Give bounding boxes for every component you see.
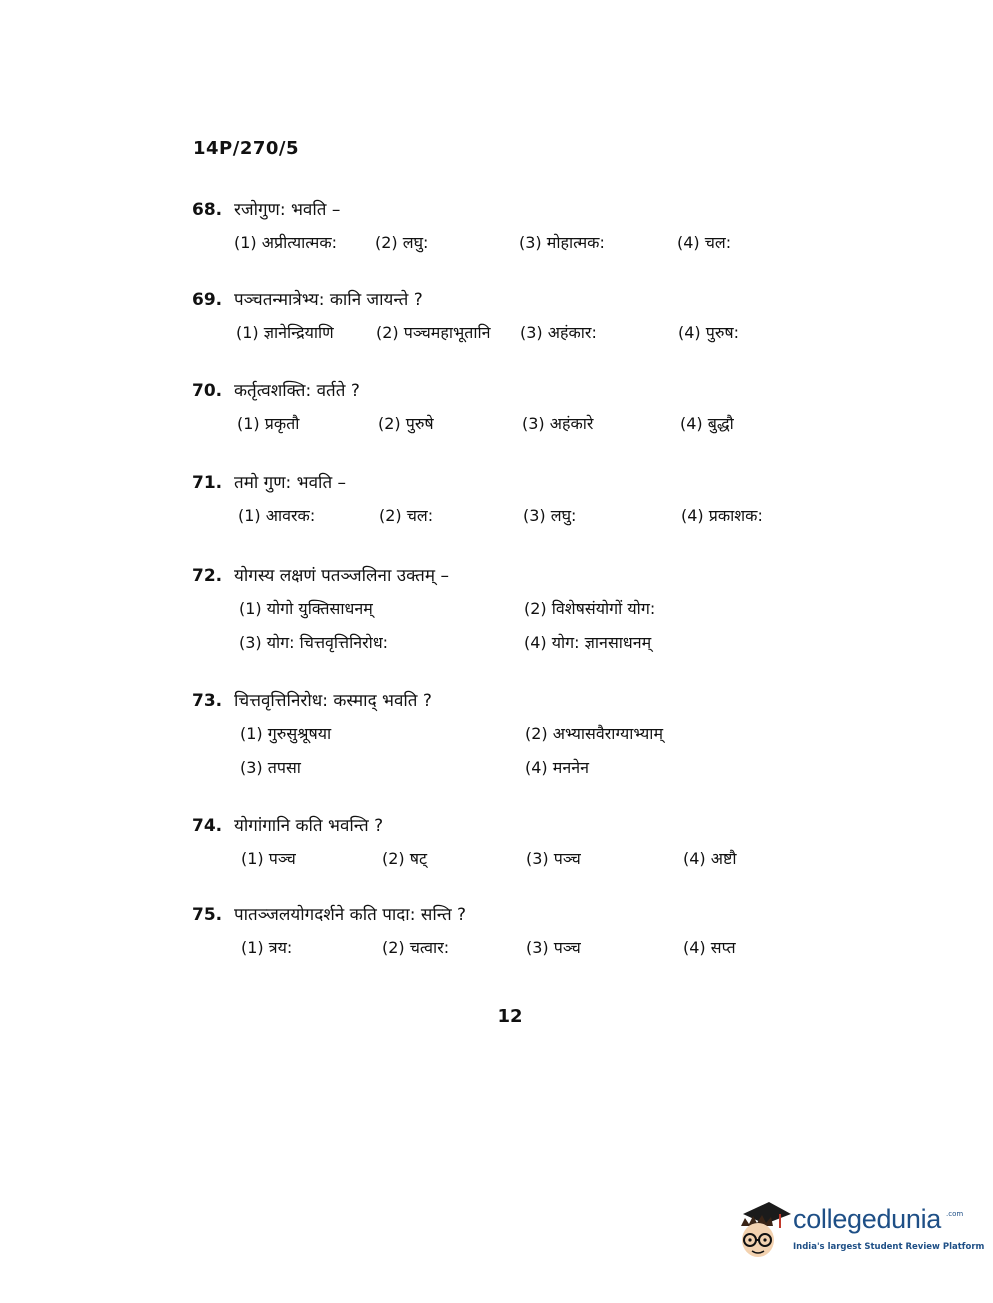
option-2: (2) पञ्चमहाभूतानि <box>376 323 491 342</box>
question-number: 73. <box>192 691 223 711</box>
logo-tagline: India's largest Student Review Platform <box>793 1242 985 1252</box>
option-2: (2) चल: <box>379 506 434 525</box>
page-number: 12 <box>497 1006 523 1027</box>
question-70 <box>192 378 812 440</box>
option-1: (1) गुरुसुश्रूषया <box>240 724 332 743</box>
question-text: रजोगुण: भवति – <box>234 200 341 220</box>
option-2: (2) चत्वार: <box>382 938 450 957</box>
question-75 <box>192 902 812 964</box>
question-text: तमो गुण: भवति – <box>234 473 347 493</box>
question-number: 72. <box>192 566 223 586</box>
question-text: योगांगानि कति भवन्ति ? <box>234 816 384 836</box>
question-73 <box>192 688 812 784</box>
mascot-icon <box>735 1196 795 1266</box>
collegedunia-logo <box>735 1196 985 1266</box>
option-2: (2) लघु: <box>375 233 429 252</box>
question-69 <box>192 287 812 349</box>
question-72 <box>192 563 812 659</box>
question-71 <box>192 470 812 532</box>
option-1: (1) प्रकृतौ <box>237 414 300 433</box>
question-number: 69. <box>192 290 223 310</box>
option-4: (4) सप्त <box>683 938 736 957</box>
question-number: 70. <box>192 381 223 401</box>
question-74 <box>192 813 812 875</box>
logo-wordmark: collegedunia <box>793 1204 942 1234</box>
option-4: (4) बुद्धौ <box>680 414 734 433</box>
question-68 <box>192 197 812 259</box>
option-4: (4) योग: ज्ञानसाधनम् <box>524 633 652 652</box>
question-number: 68. <box>192 200 223 220</box>
option-3: (3) पञ्च <box>526 849 581 868</box>
question-number: 74. <box>192 816 223 836</box>
option-2: (2) अभ्यासवैराग्याभ्याम् <box>525 724 664 743</box>
option-4: (4) चल: <box>677 233 732 252</box>
option-1: (1) आवरक: <box>238 506 316 525</box>
question-text: योगस्य लक्षणं पतञ्जलिना उक्तम् – <box>234 566 449 586</box>
logo-suffix: .com <box>946 1210 964 1218</box>
option-4: (4) मननेन <box>525 758 589 777</box>
option-1: (1) ज्ञानेन्द्रियाणि <box>236 323 334 342</box>
option-1: (1) पञ्च <box>241 849 296 868</box>
question-text: पातञ्जलयोगदर्शने कति पादा: सन्ति ? <box>234 905 467 925</box>
question-text: कर्तृत्वशक्ति: वर्तते ? <box>234 381 360 401</box>
option-4: (4) अष्टौ <box>683 849 737 868</box>
option-3: (3) पञ्च <box>526 938 581 957</box>
option-4: (4) पुरुष: <box>678 323 740 342</box>
option-1: (1) त्रय: <box>241 938 293 957</box>
option-2: (2) पुरुषे <box>378 414 434 433</box>
option-3: (3) अहंकार: <box>520 323 597 342</box>
option-2: (2) विशेषसंयोगों योग: <box>524 599 656 618</box>
option-3: (3) योग: चित्तवृत्तिनिरोध: <box>239 633 389 652</box>
option-3: (3) तपसा <box>240 758 301 777</box>
question-text: चित्तवृत्तिनिरोध: कस्माद् भवति ? <box>234 691 432 711</box>
option-3: (3) लघु: <box>523 506 577 525</box>
paper-code: 14P/270/5 <box>193 138 299 159</box>
option-4: (4) प्रकाशक: <box>681 506 763 525</box>
option-2: (2) षट् <box>382 849 428 868</box>
option-3: (3) मोहात्मक: <box>519 233 605 252</box>
option-3: (3) अहंकारे <box>522 414 594 433</box>
question-number: 75. <box>192 905 223 925</box>
question-number: 71. <box>192 473 223 493</box>
option-1: (1) अप्रीत्यात्मक: <box>234 233 338 252</box>
question-text: पञ्चतन्मात्रेभ्य: कानि जायन्ते ? <box>234 290 423 310</box>
option-1: (1) योगो युक्तिसाधनम् <box>239 599 373 618</box>
